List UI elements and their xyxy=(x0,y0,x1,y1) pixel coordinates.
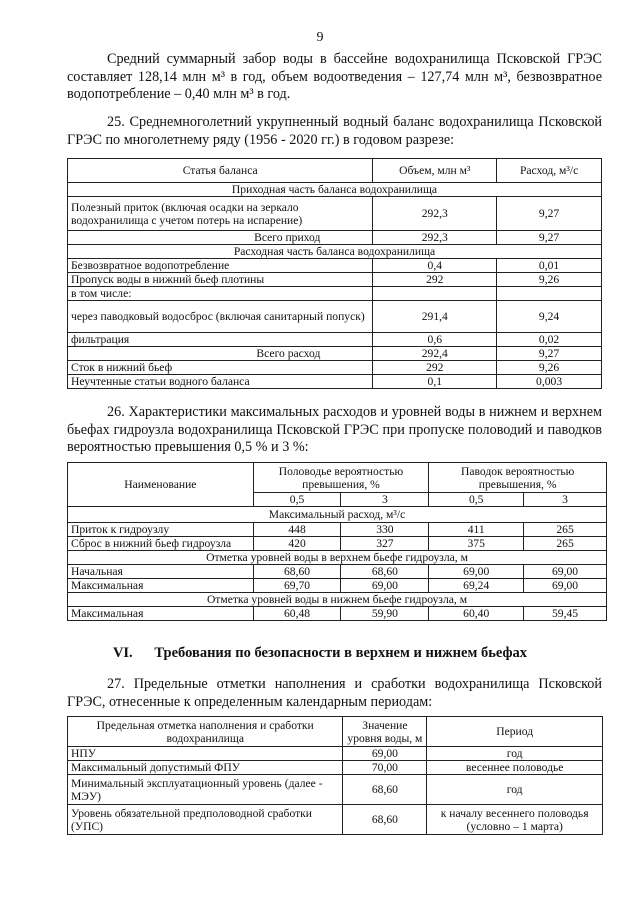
value-cell: 69,00 xyxy=(341,579,429,593)
table-header-row xyxy=(68,159,602,183)
row-label: Всего расход xyxy=(68,347,373,361)
row-label: через паводковый водосброс (включая санитарный попуск) xyxy=(68,301,373,333)
section-row: Отметка уровней воды в нижнем бьефе гидроузла, м xyxy=(68,593,607,607)
row-label: Приток к гидроузлу xyxy=(68,523,254,537)
table-row xyxy=(68,361,602,375)
flow-cell: 9,24 xyxy=(497,301,602,333)
water-balance-table xyxy=(67,158,602,389)
level-cell: 68,60 xyxy=(343,775,427,805)
period-cell: год xyxy=(427,747,603,761)
paragraph-27 xyxy=(67,676,602,711)
column-header: Значение уровня воды, м xyxy=(343,717,427,747)
value-cell: 327 xyxy=(341,537,429,551)
table-row xyxy=(68,347,602,361)
row-label: Полезный приток (включая осадки на зеркало водохранилища с учетом потерь на испарение) xyxy=(68,197,373,231)
table-row xyxy=(68,375,602,389)
table-row xyxy=(68,301,602,333)
probability-header: 3 xyxy=(341,493,429,507)
volume-cell: 292,4 xyxy=(373,347,497,361)
flow-cell: 9,27 xyxy=(497,347,602,361)
volume-cell: 291,4 xyxy=(373,301,497,333)
paragraph-number: 27. xyxy=(107,676,125,692)
paragraph-text: Характеристики максимальных расходов и уровней воды в нижнем и верхнем бьефах гидроузла водохранилища Псковской ГРЭС при пропуске половодий и паводков вероятностью превышения 0,5 % и 3 %: xyxy=(67,404,602,455)
column-header: Объем, млн м³ xyxy=(373,159,497,183)
row-label: Сток в нижний бьеф xyxy=(68,361,373,375)
section-row: Расходная часть баланса водохранилища xyxy=(68,245,602,259)
column-header: Предельная отметка наполнения и сработки водохранилища xyxy=(68,717,343,747)
table-row xyxy=(68,761,603,775)
row-label: в том числе: xyxy=(68,287,373,301)
value-cell: 265 xyxy=(524,523,607,537)
flow-cell: 9,27 xyxy=(497,197,602,231)
flow-cell xyxy=(497,287,602,301)
value-cell: 265 xyxy=(524,537,607,551)
column-header: Расход, м³/с xyxy=(497,159,602,183)
period-cell: весеннее половодье xyxy=(427,761,603,775)
row-label: Пропуск воды в нижний бьеф плотины xyxy=(68,273,373,287)
flow-cell: 0,01 xyxy=(497,259,602,273)
table-row xyxy=(68,579,607,593)
paragraph-26 xyxy=(67,404,602,457)
column-header: Период xyxy=(427,717,603,747)
value-cell: 59,90 xyxy=(341,607,429,621)
section-title: VI. Требования по безопасности в верхнем и нижнем бьефах xyxy=(112,645,528,661)
value-cell: 59,45 xyxy=(524,607,607,621)
table-row xyxy=(68,537,607,551)
paragraph-25 xyxy=(67,114,602,149)
table-row xyxy=(68,747,603,761)
value-cell: 68,60 xyxy=(341,565,429,579)
row-label: Максимальный допустимый ФПУ xyxy=(68,761,343,775)
level-cell: 70,00 xyxy=(343,761,427,775)
volume-cell: 0,1 xyxy=(373,375,497,389)
max-flows-table xyxy=(67,462,607,621)
level-cell: 68,60 xyxy=(343,805,427,835)
section-row: Максимальный расход, м³/с xyxy=(68,507,607,523)
value-cell: 69,00 xyxy=(524,565,607,579)
value-cell: 68,60 xyxy=(253,565,341,579)
row-label: Максимальная xyxy=(68,607,254,621)
probability-header: 3 xyxy=(524,493,607,507)
value-cell: 448 xyxy=(253,523,341,537)
section-row: Приходная часть баланса водохранилища xyxy=(68,183,602,197)
table-row xyxy=(68,333,602,347)
table-row xyxy=(68,287,602,301)
intro-paragraph xyxy=(67,51,602,104)
row-label: Начальная xyxy=(68,565,254,579)
column-header: Статья баланса xyxy=(68,159,373,183)
paragraph-text: Предельные отметки наполнения и сработки водохранилища Псковской ГРЭС, отнесенные к определенным календарным периодам: xyxy=(67,676,602,710)
row-label: Неучтенные статьи водного баланса xyxy=(68,375,373,389)
paragraph-number: 25. xyxy=(107,114,125,130)
section-row: Отметка уровней воды в верхнем бьефе гидроузла, м xyxy=(68,551,607,565)
table-row xyxy=(68,775,603,805)
table-row xyxy=(68,607,607,621)
flow-cell: 0,02 xyxy=(497,333,602,347)
value-cell: 60,40 xyxy=(429,607,524,621)
row-label: Сброс в нижний бьеф гидроузла xyxy=(68,537,254,551)
value-cell: 69,70 xyxy=(253,579,341,593)
table-row xyxy=(68,565,607,579)
volume-cell: 292,3 xyxy=(373,231,497,245)
table-row xyxy=(68,523,607,537)
group-header: Половодье вероятностью превышения, % xyxy=(253,463,429,493)
table-row xyxy=(68,197,602,231)
volume-cell: 0,6 xyxy=(373,333,497,347)
flow-cell: 9,26 xyxy=(497,361,602,375)
period-cell: год xyxy=(427,775,603,805)
name-header: Наименование xyxy=(68,463,254,507)
paragraph-number: 26. xyxy=(107,404,125,420)
page-number: 9 xyxy=(316,30,324,45)
flow-cell: 0,003 xyxy=(497,375,602,389)
table-row xyxy=(68,259,602,273)
volume-cell: 0,4 xyxy=(373,259,497,273)
paragraph-text: Среднемноголетний укрупненный водный баланс водохранилища Псковской ГРЭС по многолетнему ряду (1956 - 2020 гг.) в годовом разрезе: xyxy=(67,114,603,148)
value-cell: 420 xyxy=(253,537,341,551)
value-cell: 411 xyxy=(429,523,524,537)
period-cell: к началу весеннего половодья (условно – 1 марта) xyxy=(427,805,603,835)
table-row xyxy=(68,231,602,245)
value-cell: 69,00 xyxy=(429,565,524,579)
value-cell: 330 xyxy=(341,523,429,537)
value-cell: 375 xyxy=(429,537,524,551)
group-header: Паводок вероятностью превышения, % xyxy=(429,463,607,493)
flow-cell: 9,26 xyxy=(497,273,602,287)
table-row xyxy=(68,805,603,835)
value-cell: 69,00 xyxy=(524,579,607,593)
probability-header: 0,5 xyxy=(253,493,341,507)
intro-text: Средний суммарный забор воды в бассейне водохранилища Псковской ГРЭС составляет 128,14 млн м³ в год, объем водоотведения – 127,74 млн м³, безвозвратное водопотребление – 0,40 млн м³ в год. xyxy=(67,51,602,102)
row-label: Минимальный эксплуатационный уровень (далее - МЭУ) xyxy=(68,775,343,805)
limit-levels-table xyxy=(67,716,603,835)
volume-cell: 292 xyxy=(373,361,497,375)
volume-cell: 292 xyxy=(373,273,497,287)
flow-cell: 9,27 xyxy=(497,231,602,245)
volume-cell xyxy=(373,287,497,301)
level-cell: 69,00 xyxy=(343,747,427,761)
row-label: НПУ xyxy=(68,747,343,761)
volume-cell: 292,3 xyxy=(373,197,497,231)
row-label: фильтрация xyxy=(68,333,373,347)
value-cell: 60,48 xyxy=(253,607,341,621)
row-label: Максимальная xyxy=(68,579,254,593)
row-label: Всего приход xyxy=(68,231,373,245)
row-label: Безвозвратное водопотребление xyxy=(68,259,373,273)
value-cell: 69,24 xyxy=(429,579,524,593)
probability-header: 0,5 xyxy=(429,493,524,507)
row-label: Уровень обязательной предполоводной сработки (УПС) xyxy=(68,805,343,835)
table-row xyxy=(68,273,602,287)
